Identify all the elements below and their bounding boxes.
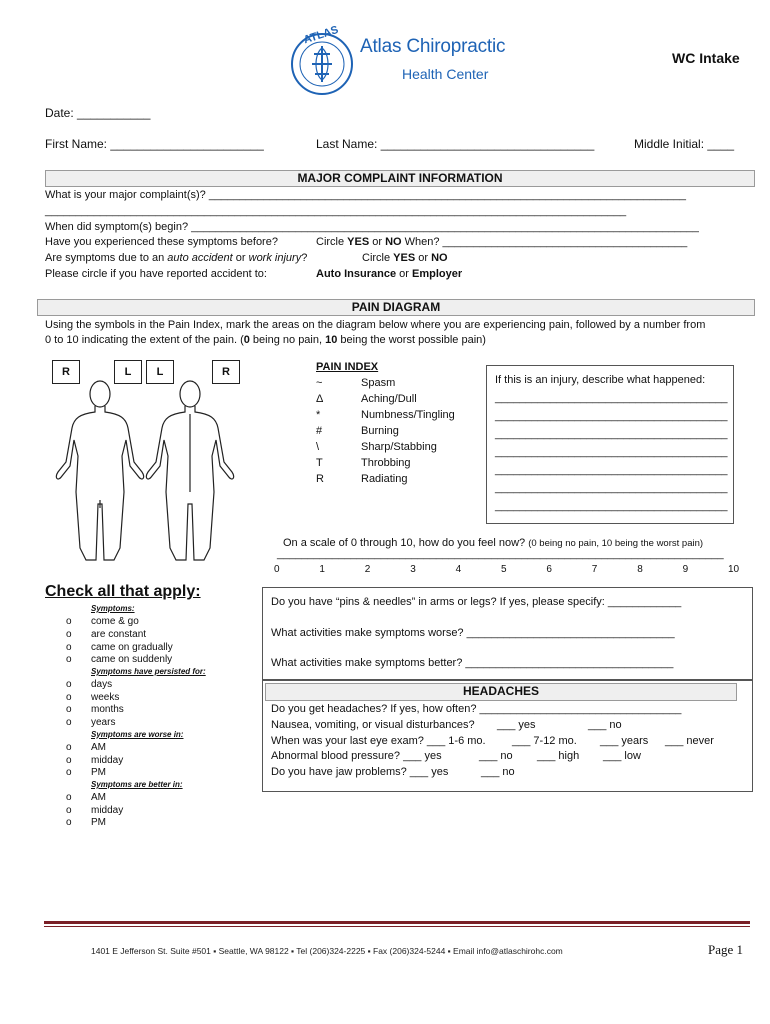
body-diagram[interactable] — [40, 380, 250, 565]
better-activities-question[interactable]: What activities make symptoms better? __________________________________ — [271, 657, 674, 669]
first-name-field[interactable]: First Name: _______________________ — [45, 137, 264, 151]
pain-index-label: Sharp/Stabbing — [361, 441, 437, 453]
blood-pressure-high[interactable]: ___ high — [537, 750, 580, 762]
page-number: Page 1 — [708, 942, 744, 957]
pain-scale-number[interactable]: 6 — [546, 564, 552, 575]
clinic-subtitle: Health Center — [402, 66, 489, 82]
checkbox-bullet[interactable]: o — [66, 742, 72, 753]
pain-index-symbol: * — [316, 409, 321, 421]
pain-scale-line[interactable]: _________________________________________________________________________ — [277, 548, 724, 560]
checklist-group-label: Symptoms are better in: — [91, 779, 183, 789]
pain-section-header: PAIN DIAGRAM — [37, 299, 755, 316]
complaint-question[interactable]: What is your major complaint(s)? ______________________________________________________________________________ — [45, 189, 687, 201]
pins-needles-question[interactable]: Do you have “pins & needles” in arms or legs? If yes, please specify: ____________ — [271, 596, 682, 608]
pain-scale-number[interactable]: 1 — [319, 564, 325, 575]
checkbox-bullet[interactable]: o — [66, 817, 72, 829]
blood-pressure-low[interactable]: ___ low — [603, 750, 641, 762]
eye-exam-years[interactable]: ___ years — [600, 735, 649, 747]
pain-scale-number[interactable]: 5 — [501, 564, 507, 575]
checklist-option[interactable]: midday — [91, 804, 124, 816]
eye-exam-7-12[interactable]: ___ 7-12 mo. — [512, 735, 577, 747]
complaint-line-2[interactable]: _______________________________________________________________________________________________ — [45, 205, 627, 217]
pain-scale-question: On a scale of 0 through 10, how do you feel now? (0 being no pain, 10 being the worst pain) — [283, 537, 704, 549]
pain-scale-number[interactable]: 4 — [455, 564, 462, 575]
checklist-option[interactable]: months — [91, 704, 124, 716]
footer-rule — [44, 921, 750, 924]
date-field[interactable]: Date: ___________ — [45, 106, 151, 120]
checklist-option[interactable]: years — [91, 717, 116, 728]
nausea-question: Nausea, vomiting, or visual disturbances? — [271, 719, 475, 731]
checklist-title: Check all that apply: — [45, 583, 201, 600]
form-title: WC Intake — [672, 50, 740, 66]
checklist-option[interactable]: midday — [91, 754, 124, 766]
accident-question: Are symptoms due to an auto accident or work injury? — [45, 252, 308, 264]
checkbox-bullet[interactable]: o — [66, 616, 72, 628]
injury-line[interactable]: ______________________________________ — [495, 464, 728, 476]
checklist-group-label: Symptoms: — [91, 604, 135, 613]
pain-scale-number[interactable]: 8 — [637, 564, 643, 575]
pain-scale-number[interactable]: 10 — [728, 564, 740, 575]
nausea-yes[interactable]: ___ yes — [497, 719, 536, 731]
eye-exam-question[interactable]: When was your last eye exam? ___ 1-6 mo. — [271, 735, 486, 747]
pain-scale-number[interactable]: 2 — [364, 564, 371, 575]
pain-index-label: Throbbing — [361, 457, 411, 469]
headaches-section-header: HEADACHES — [265, 683, 737, 701]
injury-line[interactable]: ______________________________________ — [495, 392, 728, 404]
checklist-option[interactable]: PM — [91, 767, 106, 779]
logo-text: ATLAS — [302, 24, 340, 47]
checklist-option[interactable]: days — [91, 679, 113, 691]
last-name-field[interactable]: Last Name: ________________________________ — [316, 137, 595, 151]
pain-scale-number[interactable]: 9 — [682, 564, 689, 575]
pain-index-label: Burning — [361, 425, 399, 437]
injury-line[interactable]: ______________________________________ — [495, 500, 728, 512]
checklist-group-label: Symptoms have persisted for: — [91, 666, 206, 676]
injury-line[interactable]: ______________________________________ — [495, 482, 728, 494]
accident-answer[interactable]: Circle YES or NO — [362, 252, 448, 264]
checklist-option[interactable]: weeks — [91, 691, 120, 703]
pain-index-symbol: \ — [316, 441, 320, 453]
footer-rule-thin — [44, 926, 750, 927]
checklist-option[interactable]: AM — [91, 742, 106, 753]
headache-frequency-question[interactable]: Do you get headaches? If yes, how often? _________________________________ — [271, 703, 682, 715]
pain-index-label: Aching/Dull — [361, 393, 417, 405]
prior-symptoms-question: Have you experienced these symptoms before? — [45, 236, 278, 248]
pain-index-label: Numbness/Tingling — [361, 409, 455, 421]
checkbox-bullet[interactable]: o — [66, 767, 72, 779]
blood-pressure-question[interactable]: Abnormal blood pressure? ___ yes — [271, 750, 442, 762]
worse-activities-question[interactable]: What activities make symptoms worse? __________________________________ — [271, 627, 675, 639]
pain-index-title: PAIN INDEX — [316, 361, 379, 373]
reported-to-question: Please circle if you have reported accident to: — [45, 268, 267, 280]
checkbox-bullet[interactable]: o — [66, 804, 72, 816]
pain-instructions-2: 0 to 10 indicating the extent of the pain. (0 being no pain, 10 being the worst possible pain) — [45, 334, 486, 346]
symptom-onset-question[interactable]: When did symptom(s) begin? ___________________________________________________________________________________ — [45, 221, 699, 233]
jaw-problems-question[interactable]: Do you have jaw problems? ___ yes — [271, 766, 449, 778]
checklist-option[interactable]: came on gradually — [91, 641, 173, 653]
pain-index-symbol: R — [316, 473, 324, 485]
checklist-group-label: Symptoms are worse in: — [91, 729, 184, 739]
checkbox-bullet[interactable]: o — [66, 679, 72, 691]
checkbox-bullet[interactable]: o — [66, 717, 72, 728]
checklist-option[interactable]: are constant — [91, 629, 147, 640]
jaw-problems-no[interactable]: ___ no — [481, 766, 515, 778]
checkbox-bullet[interactable]: o — [66, 704, 72, 716]
pain-index-symbol: T — [316, 457, 323, 469]
left-label-front: L — [114, 360, 142, 384]
checkbox-bullet[interactable]: o — [66, 629, 72, 640]
nausea-no[interactable]: ___ no — [588, 719, 622, 731]
checklist-option[interactable]: AM — [91, 792, 106, 804]
pain-index-symbol: Δ — [316, 393, 324, 405]
left-label-back: L — [146, 360, 174, 384]
pain-instructions: Using the symbols in the Pain Index, mark the areas on the diagram below where you are experiencing pain, followed by a number from — [45, 319, 706, 331]
complaint-section-header: MAJOR COMPLAINT INFORMATION — [45, 170, 755, 187]
middle-initial-field[interactable]: Middle Initial: ____ — [634, 137, 735, 151]
injury-line[interactable]: ______________________________________ — [495, 428, 728, 440]
checkbox-bullet[interactable]: o — [66, 691, 72, 703]
checkbox-bullet[interactable]: o — [66, 754, 72, 766]
footer-address: 1401 E Jefferson St. Suite #501 ▪ Seattle, WA 98122 ▪ Tel (206)324-2225 ▪ Fax (206)324-5244 ▪ Email info@atlaschirohc.com — [91, 946, 563, 956]
checkbox-bullet[interactable]: o — [66, 641, 72, 653]
injury-line[interactable]: ______________________________________ — [495, 446, 728, 458]
blood-pressure-no[interactable]: ___ no — [479, 750, 513, 762]
atlas-logo — [284, 24, 360, 100]
pain-scale-number[interactable]: 3 — [410, 564, 416, 575]
clinic-name: Atlas Chiropractic — [360, 36, 506, 57]
injury-line[interactable]: ______________________________________ — [495, 410, 728, 422]
pain-index-label: Radiating — [361, 473, 408, 485]
checklist-option[interactable]: came on suddenly — [91, 654, 173, 666]
pain-index-symbol: # — [316, 425, 323, 437]
checklist-option[interactable]: PM — [91, 817, 106, 829]
injury-prompt: If this is an injury, describe what happened: — [495, 374, 706, 386]
pain-index-symbol: ~ — [316, 377, 323, 389]
right-label-back: R — [212, 360, 240, 384]
pain-scale-number[interactable]: 7 — [591, 564, 598, 575]
right-label-front: R — [52, 360, 80, 384]
prior-symptoms-answer[interactable]: Circle YES or NO When? ________________________________________ — [316, 236, 688, 248]
checkbox-bullet[interactable]: o — [66, 654, 72, 666]
reported-to-answer[interactable]: Auto Insurance or Employer — [316, 268, 463, 280]
pain-scale-number[interactable]: 0 — [274, 564, 280, 575]
checkbox-bullet[interactable]: o — [66, 792, 72, 804]
checklist-option[interactable]: come & go — [91, 616, 139, 628]
pain-index-label: Spasm — [361, 377, 396, 389]
eye-exam-never[interactable]: ___ never — [665, 735, 714, 747]
